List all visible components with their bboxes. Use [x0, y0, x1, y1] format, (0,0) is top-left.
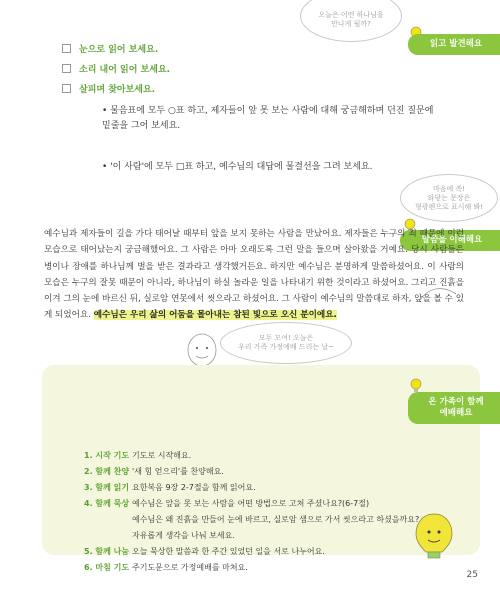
worship-step-label: 3. 함께 읽기 — [84, 483, 130, 492]
page-number: 25 — [466, 570, 478, 580]
section-tag-understand: 말씀을 이해해요 — [400, 230, 500, 251]
story-body: 예수님과 제자들이 길을 가다 태어날 때부터 앞을 보지 못하는 사람을 만났어요. 제자들은 누구의 죄 때문에 이런 모습으로 태어났는지 궁금해했어요. 그 사람은 아마 오래도록 그런 말을 들으며 살아왔을 거예요. 당시 사람들은 병이나 장애를 하나님께 벌을 받은 결과라고 생각했거든요. 하지만 예수님은 분명하게 말씀하셨어요. 이 사람의 모습은 누구의 잘못 때문이 아니라, 하나님이 하실 놀라운 일을 나타내기 위한 것이라고 하셨어요. 그리고 진흙을 이겨 그의 눈에 바르신 뒤, 실로암 연못에서 씻으라고 하셨어요. 그 사람이 예수님의 말씀대로 하자, 앞을 볼 수 있게 되었어요. — [44, 229, 464, 321]
thought-bubble-top: 오늘은 어떤 하나님을 만나게 될까? — [300, 0, 402, 42]
task-question-marks: • 물음표에 모두 ○표 하고, 제자들이 앞 못 보는 사람에 대해 궁금해하며 던진 질문에 밑줄을 그어 보세요. — [102, 106, 434, 131]
worship-step-text: 자유롭게 생각을 나눠 보세요. — [132, 531, 235, 540]
thought-bubble-middle: 마음에 쏙! 와닿는 문장은 형광펜으로 표시해 봐! — [400, 174, 498, 222]
checkbox[interactable] — [62, 64, 71, 73]
worship-step-label: 5. 함께 나눔 — [84, 547, 130, 556]
worship-step-label: 4. 함께 묵상 — [84, 499, 130, 508]
worship-step-text: 요한복음 9장 2-7절을 함께 읽어요. — [132, 483, 256, 492]
checklist-item[interactable]: 눈으로 읽어 보세요. — [62, 42, 158, 55]
section-tag-read: 읽고 발견해요 — [408, 34, 500, 55]
worship-step-label: 6. 마침 기도 — [84, 563, 130, 572]
worship-step-label: 1. 시작 기도 — [84, 451, 130, 460]
checklist-item[interactable]: 소리 내어 읽어 보세요. — [62, 62, 170, 75]
worship-step-text: 주기도문으로 가정예배를 마쳐요. — [132, 563, 248, 572]
checklist-item[interactable]: 살피며 찾아보세요. — [62, 82, 155, 95]
worship-step-text: 예수님은 앞을 못 보는 사람을 어떤 방법으로 고쳐 주셨나요?(6-7절) — [132, 499, 370, 508]
checkbox[interactable] — [62, 84, 71, 93]
swirl-decoration — [418, 282, 458, 306]
lightbulb-mascot — [412, 510, 456, 564]
thought-bubble-bottom: 모두 모여! 오늘은 우리 가족 가정예배 드리는 날~ — [220, 322, 352, 364]
story-text — [44, 226, 464, 324]
worship-step-label: 2. 함께 찬양 — [84, 467, 130, 476]
checkbox[interactable] — [62, 44, 71, 53]
worship-step-text: 오늘 묵상한 말씀과 한 주간 있었던 일을 서로 나누어요. — [132, 547, 325, 556]
section-tag-family: 온 가족이 함께 예배해요 — [408, 392, 500, 424]
worship-step-text: '새 힘 얻으리'를 찬양해요. — [132, 467, 224, 476]
task-this-person: • '이 사람'에 모두 □표 하고, 예수님의 대답에 물결선을 그려 보세요. — [102, 162, 373, 172]
worship-step-text: 예수님은 왜 진흙을 만들어 눈에 바르고, 실로암 샘으로 가서 씻으라고 하셨을까요? — [132, 515, 420, 524]
character-doodle — [184, 330, 220, 370]
worship-step-text: 기도로 시작해요. — [132, 451, 192, 460]
story-highlight: 예수님은 우리 삶의 어둠을 몰아내는 참된 빛으로 오신 분이에요. — [93, 310, 337, 321]
